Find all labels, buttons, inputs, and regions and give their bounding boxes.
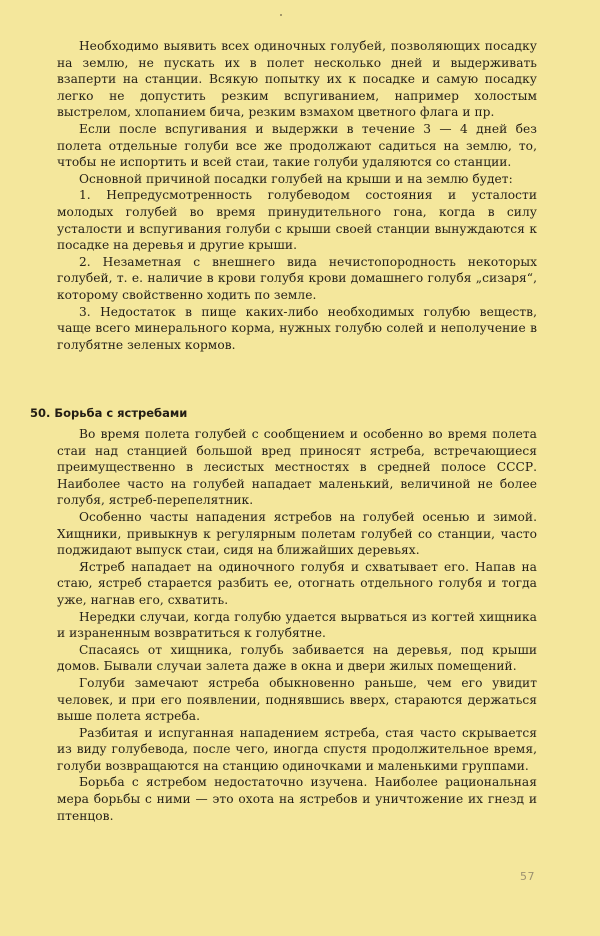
- paragraph: Необходимо выявить всех одиночных голубей, позволяющих посадку на землю, не пускать их в полет несколько дней и выдерживать взаперти на станции. Всякую попытку их к посадке и самую посадку легко не допустить резким вспугиванием, например холостым выстрелом, хлопанием бича, резким взмахом цветного флага и пр.: [57, 39, 537, 120]
- paragraph: Борьба с ястребом недостаточно изучена. Наиболее рациональная мера борьбы с ними — это охота на ястребов и уничтожение их гнезд и птенцов.: [57, 775, 537, 823]
- paragraph: Во время полета голубей с сообщением и особенно во время полета стаи над станцией большой вред приносят ястреба, встречающиеся преимущественно в лесистых местностях в средней полосе СССР. Наиболее часто на голубей нападает маленький, величиной не более голубя, ястреб-перепелятник.: [57, 427, 537, 508]
- paragraph: 3. Недостаток в пище каких-либо необходимых голубю веществ, чаще всего минерального корма, нужных голубю солей и неполучение в голубятне зеленых кормов.: [57, 304, 537, 352]
- paragraph: Разбитая и испуганная нападением ястреба, стая часто скрывается из виду голубевода, после чего, иногда спустя продолжительное время, голуби возвращаются на станцию одиночками и маленькими группами.: [57, 725, 537, 773]
- paragraph: Голуби замечают ястреба обыкновенно раньше, чем его увидит человек, и при его появлении, поднявшись вверх, стараются держаться выше полета ястреба.: [57, 675, 537, 724]
- paragraph: Ястреб нападает на одиночного голубя и схватывает его. Напав на стаю, ястреб старается разбить ее, отогнать отдельного голубя и тогда уже, нагнав его, схватить.: [57, 559, 537, 607]
- paragraph: 1. Непредусмотренность голубеводом состояния и усталости молодых голубей во время принудительного гона, когда в силу усталости и вспугивания голуби с крыши своей станции вынуждаются к посадке на деревья и другие крыши.: [57, 188, 537, 253]
- paragraph: Особенно часты нападения ястребов на голубей осенью и зимой. Хищники, привыкнув к регулярным полетам голубей со станции, часто поджидают выпуск стаи, сидя на ближайших деревьях.: [57, 509, 537, 558]
- paragraph: Основной причиной посадки голубей на крыши и на землю будет:: [79, 171, 513, 186]
- text-block-lower: [57, 426, 537, 824]
- paragraph: 2. Незаметная с внешнего вида нечистопородность некоторых голубей, т. е. наличие в крови голубя крови домашнего голубя „сизаря“, которому свойственно ходить по земле.: [57, 254, 537, 302]
- paragraph: Нередки случаи, когда голубю удается вырваться из когтей хищника и израненным возвратиться к голубятне.: [57, 609, 537, 641]
- section-heading: 50. Борьба с ястребами: [30, 406, 188, 420]
- paragraph: Если после вспугивания и выдержки в течение 3 — 4 дней без полета отдельные голуби все же продолжают садиться на землю, то, чтобы не испортить и всей стаи, такие голуби удаляются со станции.: [57, 121, 537, 170]
- page-number: 57: [520, 870, 535, 883]
- paragraph: Спасаясь от хищника, голубь забивается на деревья, под крыши домов. Бывали случаи залета даже в окна и двери жилых помещений.: [57, 642, 537, 674]
- paper-speck: [280, 14, 282, 16]
- text-block-upper: [57, 38, 537, 353]
